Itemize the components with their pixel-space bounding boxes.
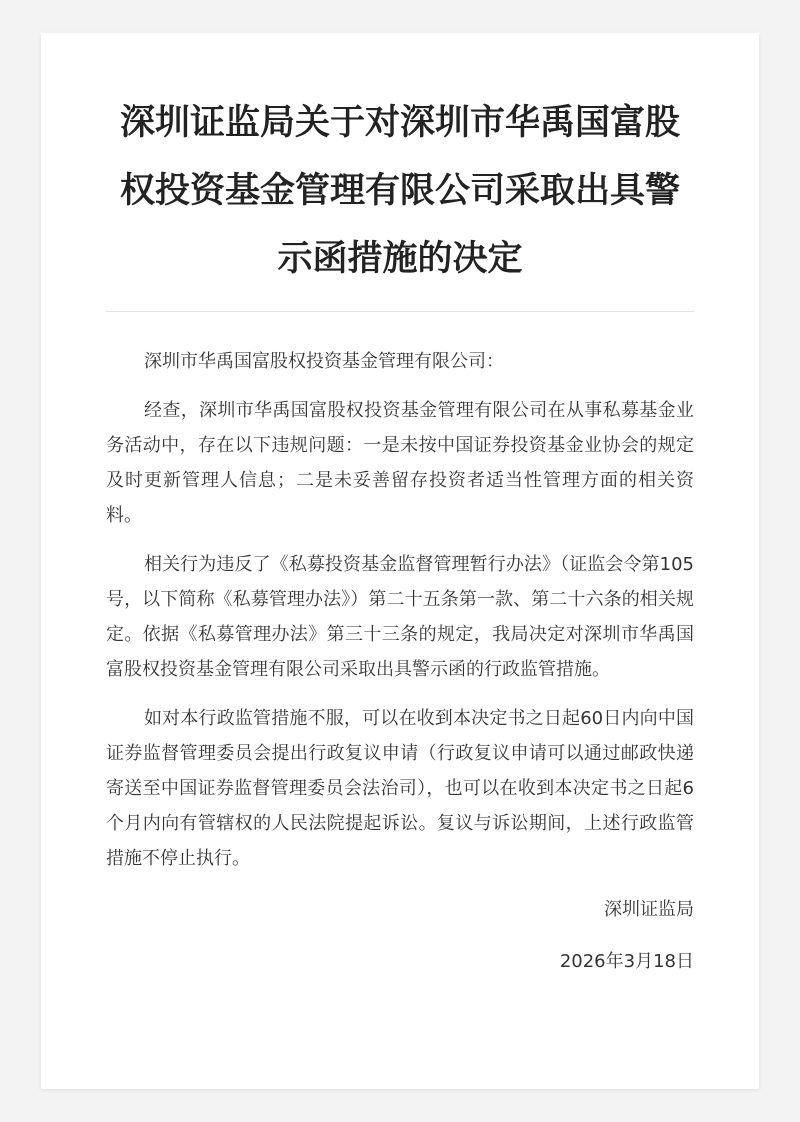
body-paragraph-1: 经查，深圳市华禹国富股权投资基金管理有限公司在从事私募基金业务活动中，存在以下违规问题：一是未按中国证券投资基金业协会的规定及时更新管理人信息；二是未妥善留存投资者适当性管理方面的相关资料。	[106, 400, 694, 526]
body-paragraph-2: 相关行为违反了《私募投资基金监督管理暂行办法》（证监会令第105号，以下简称《私募管理办法》）第二十五条第一款、第二十六条的相关规定。依据《私募管理办法》第三十三条的规定，我局决定对深圳市华禹国富股权投资基金管理有限公司采取出具警示函的行政监管措施。	[106, 554, 694, 680]
body-paragraph-3: 如对本行政监管措施不服，可以在收到本决定书之日起60日内向中国证券监督管理委员会提出行政复议申请（行政复议申请可以通过邮政快递寄送至中国证券监督管理委员会法治司），也可以在收到本决定书之日起6个月内向有管辖权的人民法院提起诉讼。复议与诉讼期间，上述行政监管措施不停止执行。	[106, 708, 694, 869]
salutation: 深圳市华禹国富股权投资基金管理有限公司：	[144, 351, 504, 372]
title-divider	[106, 311, 694, 312]
issue-date: 2026年3月18日	[559, 951, 694, 972]
document-title: 深圳证监局关于对深圳市华禹国富股权投资基金管理有限公司采取出具警示函措施的决定	[119, 103, 680, 279]
issuer-signature: 深圳证监局	[604, 899, 694, 920]
document-page	[41, 33, 759, 1089]
